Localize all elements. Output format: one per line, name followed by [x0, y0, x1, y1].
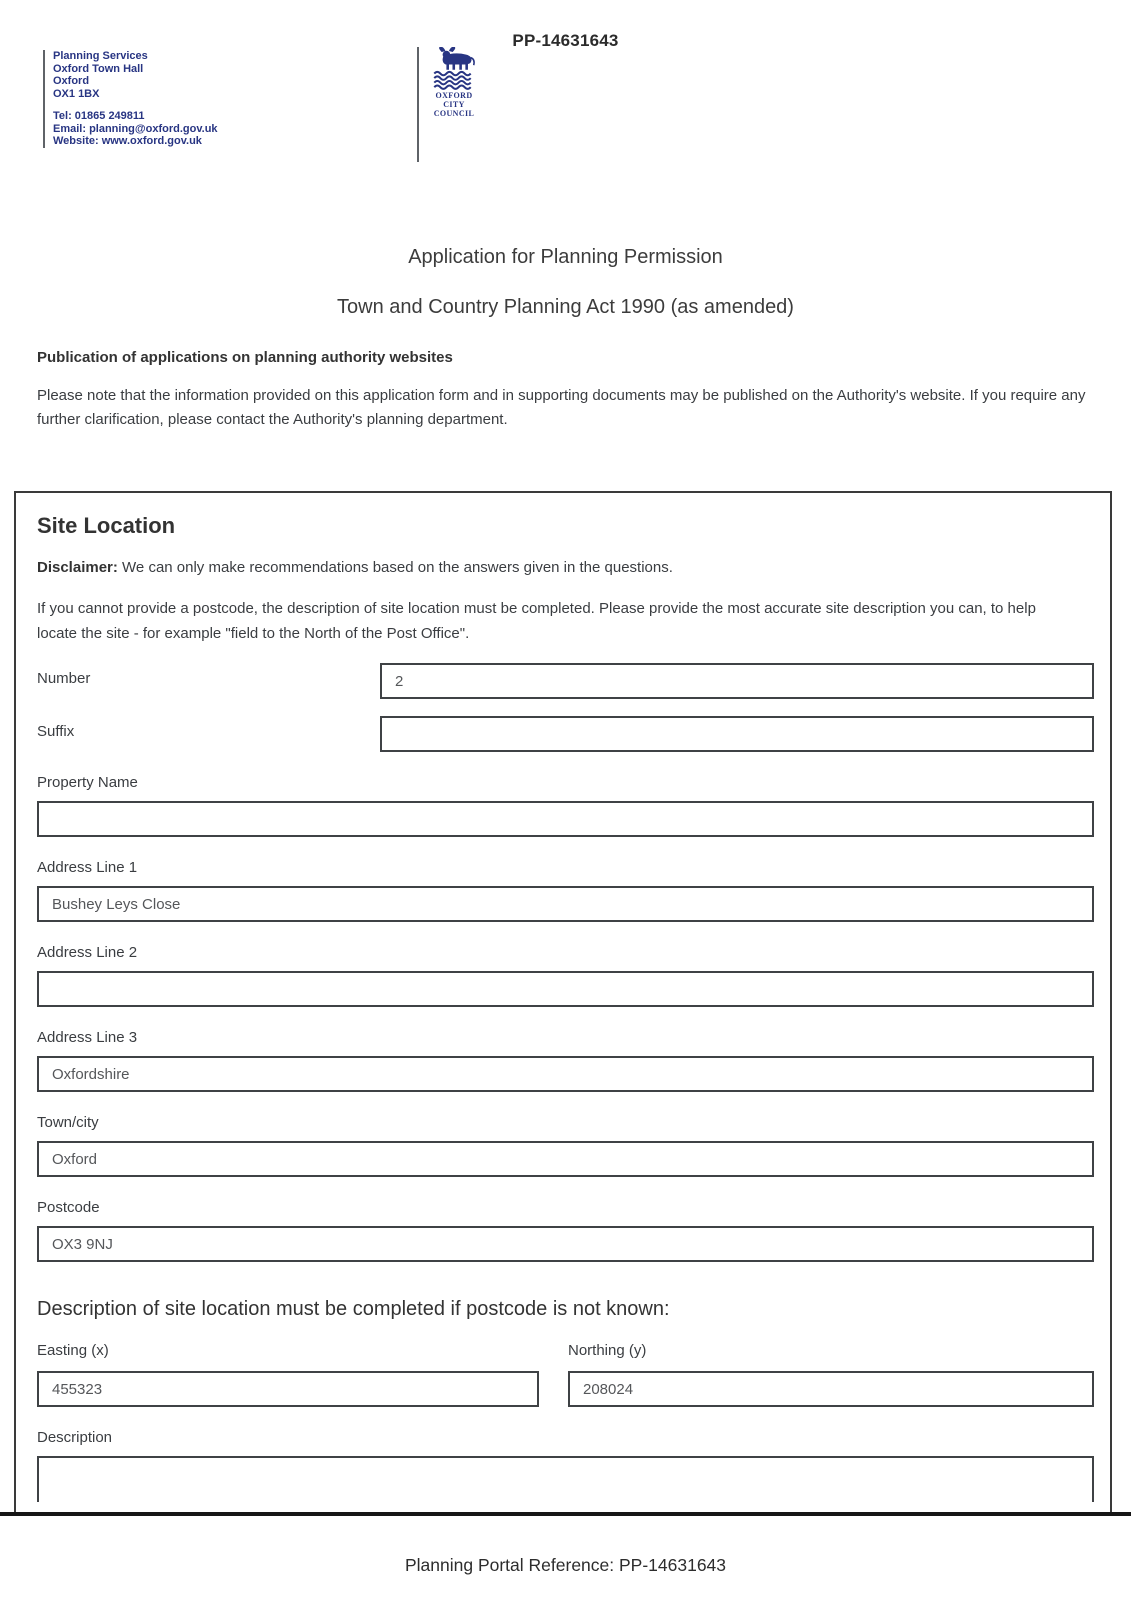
site-location-section [14, 491, 1112, 1512]
property-name-field-row [37, 774, 1094, 837]
description-requirement-heading: Description of site location must be completed if postcode is not known: [37, 1298, 670, 1320]
logo-divider-line [417, 47, 419, 162]
disclaimer-body: We can only make recommendations based on the answers given in the questions. [117, 559, 673, 576]
description-field-row [37, 1429, 1094, 1502]
northing-label: Northing (y) [568, 1342, 647, 1359]
site-location-intro: If you cannot provide a postcode, the description of site location must be completed. Please provide the most accurate site description you can, to help locate the site - for example "field to the North of the Post Office". [37, 600, 1036, 642]
address-line-2-input[interactable] [37, 971, 1094, 1007]
application-reference: PP-14631643 [512, 31, 619, 50]
address-line-1-input[interactable] [37, 886, 1094, 922]
address-line-2-label: Address Line 2 [37, 944, 138, 961]
ox-crest-icon [428, 47, 480, 91]
easting-input[interactable] [37, 1371, 539, 1407]
easting-label: Easting (x) [37, 1342, 109, 1359]
town-city-field-row [37, 1114, 1094, 1177]
site-location-heading: Site Location [37, 513, 176, 538]
postcode-input[interactable] [37, 1226, 1094, 1262]
address-line: Oxford Town Hall [53, 62, 144, 75]
town-city-label: Town/city [37, 1114, 99, 1131]
number-input[interactable] [380, 663, 1094, 699]
coordinates-row [37, 1342, 1094, 1407]
northing-field [568, 1342, 1094, 1407]
form-title: Application for Planning Permission [408, 246, 723, 268]
logo-text-line: COUNCIL [433, 109, 475, 118]
town-city-input[interactable] [37, 1141, 1094, 1177]
property-name-input[interactable] [37, 801, 1094, 837]
property-name-label: Property Name [37, 774, 138, 791]
phone-line: Tel: 01865 249811 [53, 110, 145, 122]
description-textarea[interactable] [37, 1456, 1094, 1502]
disclaimer-label: Disclaimer: [37, 559, 118, 576]
logo-text-line: OXFORD [435, 91, 473, 100]
page-break-line [0, 1512, 1131, 1516]
description-label: Description [37, 1429, 113, 1446]
address-line-1-field-row [37, 859, 1094, 922]
logo-block [417, 47, 480, 162]
postcode-label: Postcode [37, 1199, 100, 1216]
website-line: Website: www.oxford.gov.uk [53, 135, 202, 147]
suffix-field-row [37, 716, 1094, 752]
address-line-3-field-row [37, 1029, 1094, 1092]
address-line-2-field-row [37, 944, 1094, 1007]
address-line: Planning Services [53, 50, 148, 62]
oxford-city-council-logo [428, 47, 480, 162]
publication-note: Please note that the information provided on this application form and in supporting documents may be published on the Authority's website. If you require any further clarification, please contact the Authority's planning department. [37, 387, 1086, 428]
suffix-label: Suffix [37, 723, 75, 740]
address-line-3-label: Address Line 3 [37, 1029, 138, 1046]
email-line: Email: planning@oxford.gov.uk [53, 122, 218, 135]
easting-field [37, 1342, 539, 1407]
address-line-1-label: Address Line 1 [37, 859, 138, 876]
publication-heading: Publication of applications on planning authority websites [37, 349, 453, 366]
letterhead [0, 0, 1131, 170]
planning-portal-reference: Planning Portal Reference: PP-14631643 [404, 1555, 727, 1575]
postcode-field-row [37, 1199, 1094, 1262]
number-field-row [37, 663, 1094, 699]
suffix-input[interactable] [380, 716, 1094, 752]
disclaimer-text [37, 557, 1094, 579]
address-line: OX1 1BX [53, 87, 100, 100]
northing-input[interactable] [568, 1371, 1094, 1407]
address-line-3-input[interactable] [37, 1056, 1094, 1092]
address-line: Oxford [53, 75, 90, 87]
form-subtitle: Town and Country Planning Act 1990 (as amended) [337, 296, 794, 318]
number-label: Number [37, 670, 91, 687]
authority-address-block [43, 50, 218, 148]
logo-text-line: CITY [443, 100, 465, 109]
